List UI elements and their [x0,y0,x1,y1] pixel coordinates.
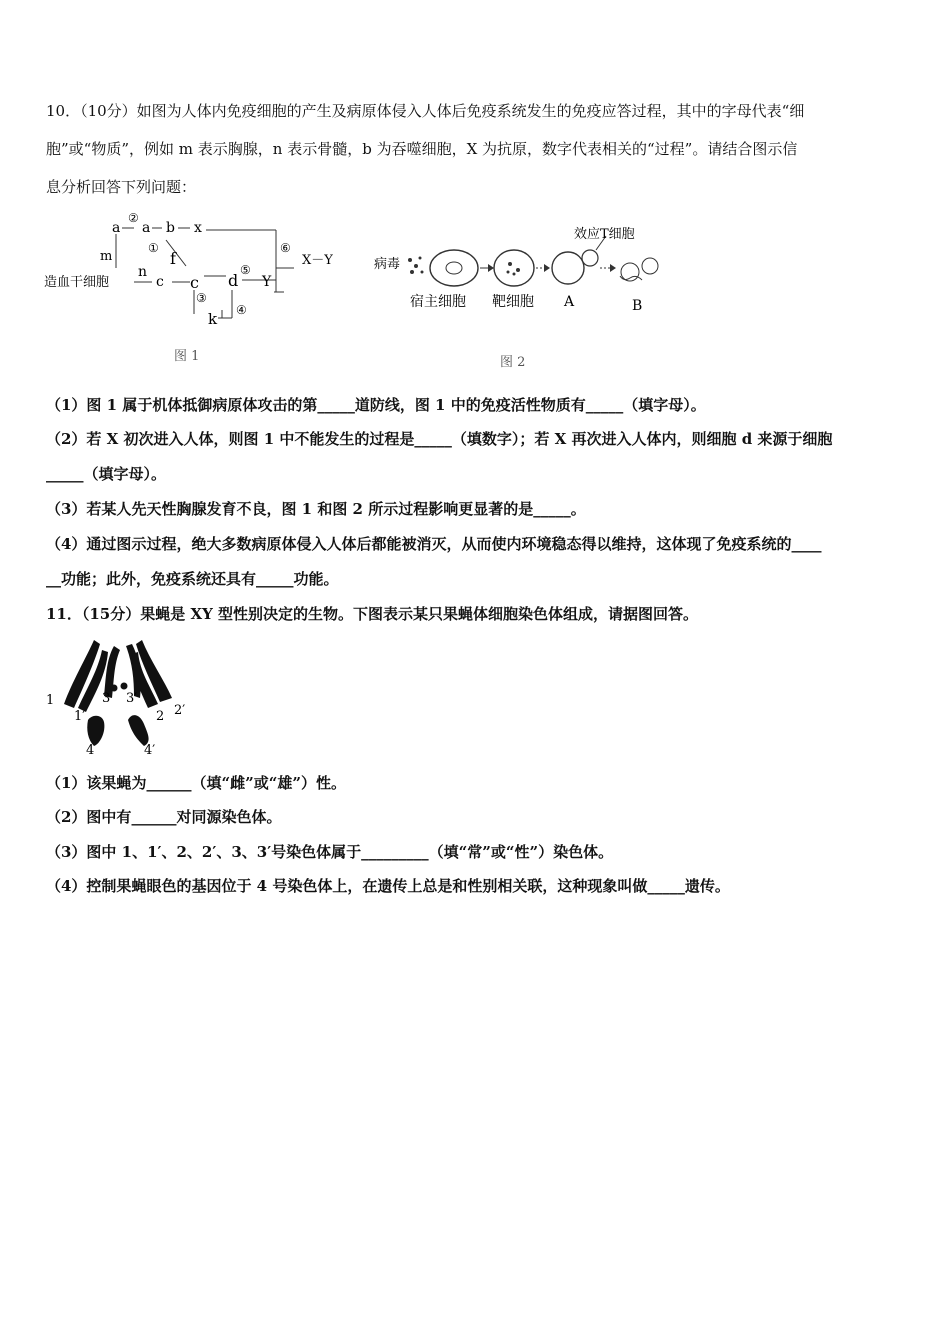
figure-1-diagram [44,210,344,370]
chrom-label-2p: 2′ [174,703,186,718]
fig1-num-2: ② [128,211,139,225]
fig2-label-b: B [632,298,643,314]
fig1-label-y: Y [262,274,272,290]
q10-stem-line-3: 息分析回答下列问题： [46,178,197,196]
q11-sub-4: （4）控制果蝇眼色的基因位于 4 号染色体上，在遗传上总是和性别相关联，这种现象叫做_____遗传。 [46,877,730,895]
fig1-label-source: 造血干细胞 [44,275,110,290]
fig2-caption: 图 2 [500,355,526,370]
chrom-label-3p: 3′ [126,691,138,706]
fig1-label-d: d [228,271,239,290]
fig2-label-virus: 病毒 [374,257,401,272]
fig1-label-n: n [138,264,148,280]
fig1-num-4: ④ [236,303,247,317]
fig1-label-m: m [100,249,113,264]
chrom-label-1p: 1′ [74,709,86,724]
fig1-label-xy: X－Y [302,253,333,268]
fig2-label-target: 靶细胞 [492,294,534,310]
q10-stem-line-2: 胞”或“物质”，例如 m 表示胸腺，n 表示骨髓，b 为吞噬细胞，X 为抗原，数字代表相关的“过程”。请结合图示信 [46,140,798,158]
q11-sub-1: （1）该果蝇为______（填“雌”或“雄”）性。 [46,774,346,792]
chrom-label-4p: 4′ [144,743,156,758]
fig1-label-a: a [112,220,121,236]
chrom-label-4: 4 [86,743,95,758]
fig1-label-f: f [170,249,176,268]
q11-stem: 11．（15分）果蝇是 XY 型性别决定的生物。下图表示某只果蝇体细胞染色体组成，请据图回答。 [46,605,699,623]
fig1-num-1: ① [148,241,159,255]
q10-sub-4-line-2: __功能；此外，免疫系统还具有_____功能。 [46,570,339,588]
fig1-num-3: ③ [196,291,207,305]
fig1-label-b: b [166,220,175,236]
q11-sub-3: （3）图中 1、1′、2、2′、3、3′号染色体属于_________（填“常”或“性”）染色体。 [46,843,614,861]
q10-sub-2-line-1: （2）若 X 初次进入人体，则图 1 中不能发生的过程是_____（填数字）；若 X 再次进入人体内，则细胞 d 来源于细胞 [46,430,833,448]
q10-stem-line-1: 10．（10分）如图为人体内免疫细胞的产生及病原体侵入人体后免疫系统发生的免疫应答过程，其中的字母代表“细 [46,102,805,120]
q11-sub-2: （2）图中有______对同源染色体。 [46,808,282,826]
q10-sub-1: （1）图 1 属于机体抵御病原体攻击的第_____道防线，图 1 中的免疫活性物质有_____（填字母）。 [46,396,706,414]
fig1-caption: 图 1 [174,349,200,364]
fig1-label-a2: a [142,220,151,236]
fig2-label-host: 宿主细胞 [410,294,466,310]
chromosome-figure [44,636,194,761]
q10-sub-4-line-1: （4）通过图示过程，绝大多数病原体侵入人体后都能被消灭，从而使内环境稳态得以维持，这体现了免疫系统的____ [46,535,822,553]
chrom-label-1: 1 [46,693,55,708]
fig1-label-c2: c [190,273,199,292]
fig2-label-tcell: 效应T细胞 [574,227,635,242]
figure-2-diagram [374,220,674,370]
fig1-label-c: c [156,274,164,290]
fig1-num-5: ⑤ [240,263,251,277]
chrom-label-3: 3 [102,691,111,706]
q10-sub-3: （3）若某人先天性胸腺发育不良，图 1 和图 2 所示过程影响更显著的是_____。 [46,500,586,518]
chrom-label-2: 2 [156,709,165,724]
fig1-label-k: k [208,310,218,328]
fig1-label-x: x [194,220,202,236]
fig2-label-a: A [564,294,575,310]
fig1-num-6: ⑥ [280,241,291,255]
q10-sub-2-line-2: _____（填字母）。 [46,465,167,483]
